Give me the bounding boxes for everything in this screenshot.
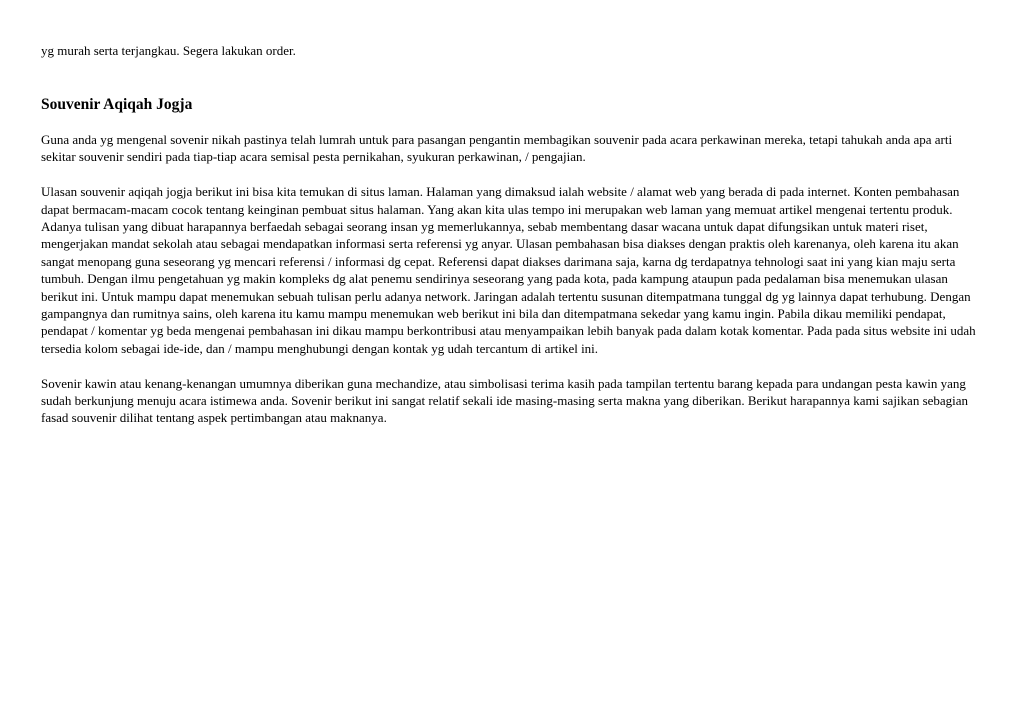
section-heading: Souvenir Aqiqah Jogja — [41, 96, 193, 113]
document-page — [41, 42, 981, 426]
paragraph-website-review: Ulasan souvenir aqiqah jogja berikut ini bisa kita temukan di situs laman. Halaman yang dimaksud ialah website / alamat web yang berada di pada internet. Konten pembahasan dapat bermacam-macam cocok tentang keinginan pembuat situs halaman. Yang akan kita ulas tempo ini merupakan web laman yang memuat artikel mengenai tertentu produk. Adanya tulisan yang dibuat harapannya berfaedah sebagai seorang insan yg memerlukannya, sebab membentang dasar wacana untuk dapat difungsikan untuk materi riset, mengerjakan mandat sekolah atau sebagai mendapatkan informasi serta referensi yg anyar. Ulasan pembahasan bisa diakses dengan praktis oleh karenanya, oleh karena itu akan sangat menopang guna seseorang yg mencari referensi / informasi dg cepat. Referensi dapat diakses darimana saja, karna dg terdapatnya tehnologi saat ini yang kian maju serta tumbuh. Dengan ilmu pengetahuan yg makin kompleks dg alat penemu sendirinya seseorang yang pada kota, pada kampung ataupun pada pedalaman bisa menemukan ulasan berikut ini. Untuk mampu dapat menemukan sebuah tulisan perlu adanya network. Jaringan adalah tertentu susunan ditempatmana tunggal dg yg lainnya dapat terhubung. Dengan gampangnya dan rumitnya sains, oleh karena itu kamu mampu menemukan web berikut ini bila dan ditempatmana sekedar yang kamu ingin. Pabila dikau memiliki pendapat, pendapat / komentar yg beda mengenai pembahasan ini dikau mampu berkontribusi atau menyampaikan lebih banyak pada dalam kotak komentar. Pada pada situs website ini udah tersedia kolom sebagai ide-ide, dan / mampu menghubungi dengan kontak yg udah tercantum di artikel ini. — [41, 184, 976, 356]
intro-line: yg murah serta terjangkau. Segera lakukan order. — [41, 43, 296, 58]
paragraph-souvenir-meaning: Guna anda yg mengenal sovenir nikah pastinya telah lumrah untuk para pasangan pengantin membagikan souvenir pada acara perkawinan mereka, tetapi tahukah anda apa arti sekitar souvenir sendiri pada tiap-tiap acara semisal pesta pernikahan, syukuran perkawinan, / pengajian. — [41, 132, 953, 165]
article-body — [41, 131, 981, 444]
paragraph-wedding-souvenir: Sovenir kawin atau kenang-kenangan umumnya diberikan guna mechandize, atau simbolisasi terima kasih pada tampilan tertentu barang kepada para undangan pesta kawin yang sudah berkunjung menuju acara istimewa anda. Sovenir berikut ini sangat relatif sekali ide masing-masing serta makna yang diberikan. Berikut harapannya kami sajikan sebagian fasad souvenir dilihat tentang aspek pertimbangan atau maknanya. — [41, 375, 969, 426]
